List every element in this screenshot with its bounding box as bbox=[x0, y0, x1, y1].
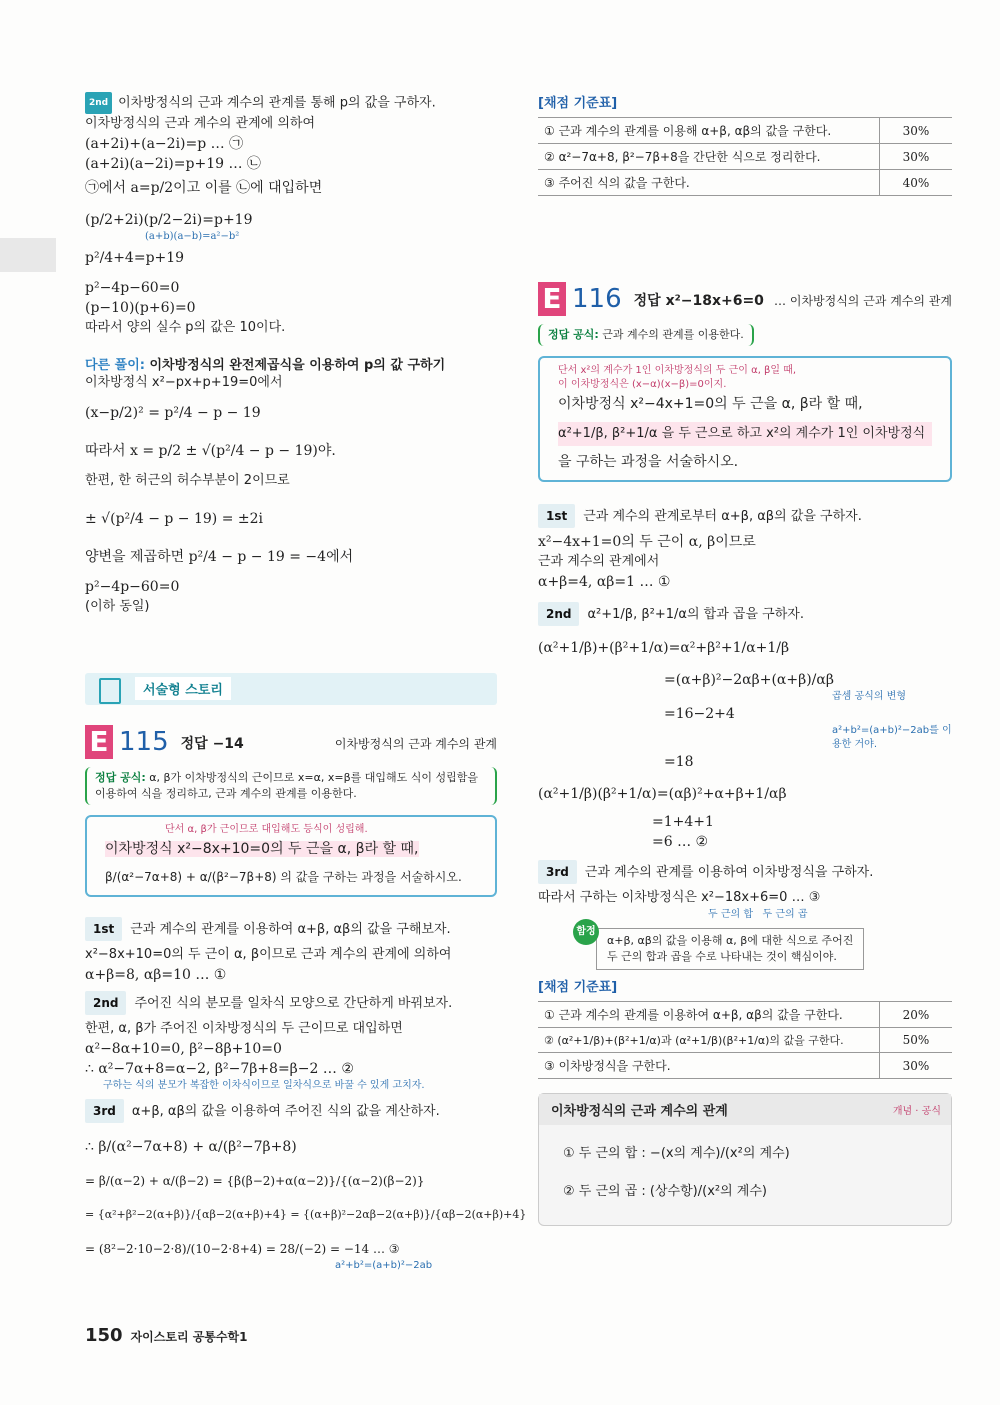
solution-line: 이차방정식의 근과 계수의 관계에 의하여 bbox=[85, 116, 316, 131]
step-2nd bbox=[85, 991, 497, 1093]
equation-line: =16−2+4 bbox=[664, 706, 735, 722]
solution-line: x²−8x+10=0의 두 근이 α, β이므로 근과 계수의 관계에 의하여 bbox=[85, 947, 452, 962]
question-clue: 이 이차방정식은 (x−α)(x−β)=0이지. bbox=[558, 379, 727, 390]
step-title: 근과 계수의 관계로부터 α+β, αβ의 값을 구하자. bbox=[583, 509, 862, 524]
step-tag: 2nd bbox=[538, 602, 579, 626]
equation-line: 양변을 제곱하면 p²/4 − p − 19 = −4에서 bbox=[85, 549, 354, 565]
book-title: 자이스토리 공통수학1 bbox=[130, 1330, 248, 1344]
step-1st bbox=[85, 917, 497, 985]
hint-label: 정답 공식: bbox=[95, 771, 146, 784]
alt-title-text: 이차방정식의 완전제곱식을 이용하여 p의 값 구하기 bbox=[149, 358, 446, 373]
concept-body: ① 두 근의 합 : −(x의 계수)/(x²의 계수) ② 두 근의 곱 : (상수항)/(x²의 계수) bbox=[563, 1146, 790, 1199]
scoring-table bbox=[538, 117, 952, 196]
table-row: ③ 이차방정식을 구한다. 30% bbox=[538, 1053, 952, 1079]
equation-line: =(α+β)²−2αβ+(α+β)/αβ bbox=[664, 672, 834, 688]
solution-line: 이차방정식 x²−px+p+19=0에서 bbox=[85, 375, 283, 390]
equation-line: (α²+1/β)(β²+1/α)=(αβ)²+α+β+1/αβ bbox=[538, 786, 787, 802]
solution-line: 한편, α, β가 주어진 이차방정식의 두 근이므로 대입하면 bbox=[85, 1021, 403, 1036]
page-number: 150 bbox=[85, 1325, 123, 1346]
problem-topic: … 이차방정식의 근과 계수의 관계 bbox=[774, 294, 952, 308]
formula-note: 두 근의 합 두 근의 곱 bbox=[708, 909, 808, 920]
equation-line: p²/4+4=p+19 bbox=[85, 250, 185, 266]
equation-line: ± √(p²/4 − p − 19) = ±2i bbox=[85, 511, 264, 527]
equation-line: = {α²+β²−2(α+β)}/{αβ−2(α+β)+4} = {(α+β)²−2αβ−2(α+β)}/{αβ−2(α+β)+4} bbox=[85, 1208, 527, 1221]
solution-line: (이하 동일) bbox=[85, 599, 150, 614]
problem-number: 116 bbox=[572, 284, 622, 314]
problem-letter: E bbox=[538, 282, 566, 316]
equation-line: =18 bbox=[664, 754, 694, 770]
problem-answer: 정답 −14 bbox=[180, 736, 244, 752]
step-tag: 1st bbox=[538, 504, 575, 528]
step-title: α²+1/β, β²+1/α의 합과 곱을 구하자. bbox=[587, 607, 804, 622]
side-tab bbox=[0, 238, 56, 272]
table-row: ② α²−7α+8, β²−7β+8을 간단한 식으로 정리한다. 30% bbox=[538, 144, 952, 170]
question-box bbox=[85, 815, 497, 897]
step-title: 근과 계수의 관계를 이용하여 α+β, αβ의 값을 구해보자. bbox=[130, 922, 451, 937]
equation-line: (a+2i)+(a−2i)=p … ㉠ bbox=[85, 136, 244, 152]
story-label: 서술형 스토리 bbox=[135, 677, 231, 700]
step-tag: 2nd bbox=[85, 991, 126, 1015]
answer-formula-box bbox=[538, 324, 754, 346]
question-line: β/(α²−7α+8) + α/(β²−7β+8) 의 값을 구하는 과정을 서술하시오. bbox=[105, 870, 462, 884]
hint-label: 정답 공식: bbox=[548, 328, 599, 341]
step-note: a²+b²=(a+b)²−2ab bbox=[335, 1260, 433, 1271]
concept-box bbox=[538, 1093, 952, 1226]
equation-line: p²−4p−60=0 bbox=[85, 280, 180, 296]
question-clue: 단서 x²의 계수가 1인 이차방정식의 두 근이 α, β일 때, bbox=[558, 365, 797, 376]
step-tag: 1st bbox=[85, 917, 122, 941]
step-3rd bbox=[538, 860, 952, 970]
equation-line: = β/(α−2) + α/(β−2) = {β(β−2)+α(α−2)}/{(α−2)(β−2)} bbox=[85, 1174, 425, 1188]
equation-line: (p−10)(p+6)=0 bbox=[85, 300, 196, 316]
answer-formula-box bbox=[85, 767, 497, 805]
concept-title: 이차방정식의 근과 계수의 관계 개념 · 공식 bbox=[539, 1094, 951, 1125]
concept-tag: 개념 · 공식 bbox=[892, 1106, 941, 1117]
step-title: 주어진 식의 분모를 일차식 모양으로 간단하게 바꿔보자. bbox=[134, 996, 453, 1011]
step-2nd-header bbox=[85, 92, 497, 114]
formula-note: 곱셈 공식의 변형 bbox=[832, 691, 906, 702]
alt-label: 다른 풀이: bbox=[85, 358, 145, 373]
equation-line: (p/2+2i)(p/2−2i)=p+19 bbox=[85, 212, 253, 228]
step-tag: 3rd bbox=[538, 860, 577, 884]
problem-116-header bbox=[538, 282, 952, 316]
step-2nd bbox=[538, 602, 952, 852]
equation-line: α+β=4, αβ=1 … ① bbox=[538, 574, 671, 590]
equation-line: (α²+1/β)+(β²+1/α)=α²+β²+1/α+1/β bbox=[538, 640, 790, 656]
equation-line: α+β=8, αβ=10 … ① bbox=[85, 967, 227, 983]
equation-line: ∴ β/(α²−7α+8) + α/(β²−7β+8) bbox=[85, 1139, 297, 1155]
problem-answer: 정답 x²−18x+6=0 bbox=[633, 293, 764, 309]
table-row: ① 근과 계수의 관계를 이용하여 α+β, αβ의 값을 구한다. 20% bbox=[538, 1002, 952, 1028]
problem-letter: E bbox=[85, 725, 113, 759]
question-line: 을 구하는 과정을 서술하시오. bbox=[558, 454, 739, 470]
question-box bbox=[538, 356, 952, 482]
equation-line: (a+2i)(a−2i)=p+19 … ㉡ bbox=[85, 156, 261, 172]
equation-line: =6 … ② bbox=[652, 834, 709, 850]
table-row: ③ 주어진 식의 값을 구한다. 40% bbox=[538, 170, 952, 196]
equation-line: ∴ α²−7α+8=α−2, β²−7β+8=β−2 … ② bbox=[85, 1061, 354, 1077]
formula-note: (a+b)(a−b)=a²−b² bbox=[145, 231, 240, 242]
step-note: 구하는 식의 분모가 복잡한 이차식이므로 일차식으로 바꿀 수 있게 고치자. bbox=[103, 1080, 425, 1091]
equation-line: α²−8α+10=0, β²−8β+10=0 bbox=[85, 1041, 282, 1057]
clipboard-icon bbox=[99, 678, 121, 704]
problem-number: 115 bbox=[119, 727, 169, 757]
question-clue: 단서 α, β가 근이므로 대입해도 등식이 성립해. bbox=[165, 824, 368, 835]
step-tag: 3rd bbox=[85, 1099, 124, 1123]
question-line: α²+1/β, β²+1/α 을 두 근으로 하고 x²의 계수가 1인 이차방정식 bbox=[558, 422, 932, 446]
scoring-table-title: [채점 기준표] bbox=[538, 980, 618, 995]
equation-line: (x−p/2)² = p²/4 − p − 19 bbox=[85, 405, 261, 421]
formula-note: a²+b²=(a+b)²−2ab를 이용한 거야. bbox=[832, 725, 952, 750]
step-1st bbox=[538, 504, 952, 592]
problem-115-header bbox=[85, 725, 497, 759]
solution-line: 근과 계수의 관계에서 bbox=[538, 554, 660, 569]
equation-line: 따라서 x = p/2 ± √(p²/4 − p − 19)야. bbox=[85, 443, 336, 459]
left-column bbox=[85, 92, 527, 1273]
trap-callout: 함정 α+β, αβ의 값을 이용해 α, β에 대한 식으로 주어진 두 근의 합과 곱을 수로 나타내는 것이 핵심이야. bbox=[596, 928, 864, 970]
solution-line: 한편, 한 허근의 허수부분이 2이므로 bbox=[85, 473, 290, 488]
step-title: 이차방정식의 근과 계수의 관계를 통해 p의 값을 구하자. bbox=[118, 95, 436, 111]
alt-solution-title bbox=[85, 354, 497, 373]
hint-text: 근과 계수의 관계를 이용한다. bbox=[602, 328, 744, 341]
solution-line: 따라서 구하는 이차방정식은 x²−18x+6=0 … ③ bbox=[538, 890, 821, 905]
question-line: 이차방정식 x²−8x+10=0의 두 근을 α, β라 할 때, bbox=[105, 841, 419, 857]
table-row: ① 근과 계수의 관계를 이용해 α+β, αβ의 값을 구한다. 30% bbox=[538, 118, 952, 144]
equation-line: p²−4p−60=0 bbox=[85, 579, 180, 595]
table-row: ② (α²+1/β)+(β²+1/α)과 (α²+1/β)(β²+1/α)의 값을 구한다. 50% bbox=[538, 1028, 952, 1053]
conclusion-line: 따라서 양의 실수 p의 값은 10이다. bbox=[85, 320, 286, 335]
scoring-table bbox=[538, 1001, 952, 1079]
problem-topic: 이차방정식의 근과 계수의 관계 bbox=[334, 737, 497, 751]
story-banner bbox=[85, 673, 497, 705]
equation-line: x²−4x+1=0의 두 근이 α, β이므로 bbox=[538, 534, 756, 550]
question-line: 이차방정식 x²−4x+1=0의 두 근을 α, β라 할 때, bbox=[558, 396, 863, 412]
scoring-table-title: [채점 기준표] bbox=[538, 96, 618, 111]
equation-line: = (8²−2·10−2·8)/(10−2·8+4) = 28/(−2) = −14 … ③ bbox=[85, 1242, 400, 1256]
trap-badge: 함정 bbox=[573, 919, 599, 945]
step-tag: 2nd bbox=[85, 92, 112, 114]
equation-line: =1+4+1 bbox=[652, 814, 714, 830]
equation-line: ㉠에서 a=p/2이고 이를 ㉡에 대입하면 bbox=[85, 180, 323, 196]
hint-text: α, β가 이차방정식의 근이므로 x=α, x=β를 대입해도 식이 성립함을 이용하여 식을 정리하고, 근과 계수의 관계를 이용한다. bbox=[95, 771, 478, 800]
step-3rd bbox=[85, 1099, 527, 1273]
page-footer bbox=[85, 1325, 247, 1346]
step-title: 근과 계수의 관계를 이용하여 이차방정식을 구하자. bbox=[584, 865, 874, 880]
right-column bbox=[538, 92, 952, 1226]
step-title: α+β, αβ의 값을 이용하여 주어진 식의 값을 계산하자. bbox=[131, 1104, 440, 1119]
